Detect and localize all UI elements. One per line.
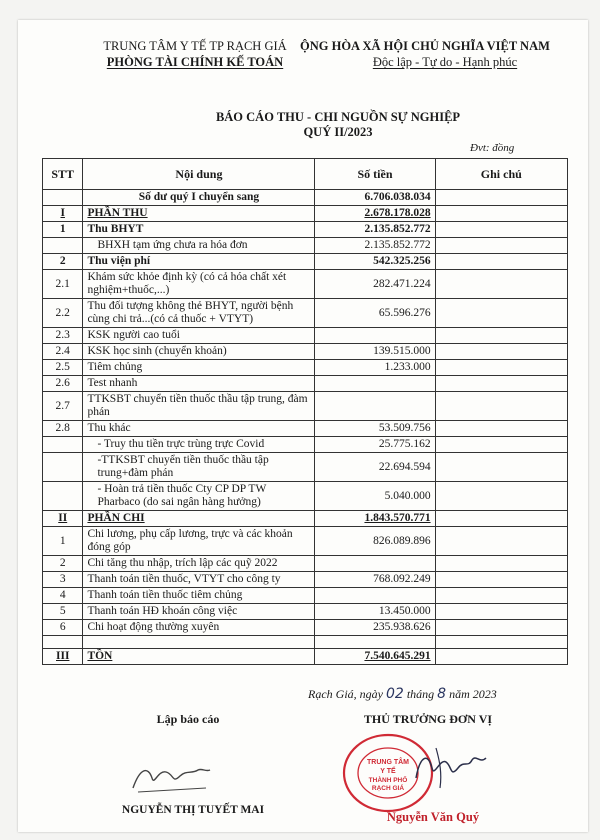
row-stt: 2.1: [43, 270, 83, 299]
svg-text:RẠCH GIÁ: RẠCH GIÁ: [371, 785, 405, 792]
table-row: [43, 572, 568, 588]
row-stt: 2.2: [43, 299, 83, 328]
table-row: [43, 620, 568, 636]
row-note: [435, 556, 567, 572]
preparer-name: NGUYỄN THỊ TUYẾT MAI: [121, 804, 265, 816]
row-stt: 1: [43, 222, 83, 238]
row-stt: 6: [43, 620, 83, 636]
table-row: [43, 437, 568, 453]
row-content: Thu khác: [83, 421, 315, 437]
preparer-signature: [128, 758, 218, 798]
row-content: Chi hoạt động thường xuyên: [83, 620, 315, 636]
currency-unit: Đvt: đồng: [470, 142, 515, 154]
table-row: [43, 588, 568, 604]
place-prefix: Rạch Giá, ngày: [308, 687, 383, 701]
national-header: [300, 38, 590, 70]
table-row: [43, 328, 568, 344]
row-stt: 2.3: [43, 328, 83, 344]
table-row: [43, 636, 568, 649]
row-note: [435, 636, 567, 649]
row-note: [435, 527, 567, 556]
row-content: -TTKSBT chuyển tiền thuốc thầu tập trung+đàm phán: [83, 453, 315, 482]
row-content: Chi tăng thu nhập, trích lập các quỹ 2022: [83, 556, 315, 572]
row-note: [435, 360, 567, 376]
row-stt: 2: [43, 556, 83, 572]
org-header: [90, 38, 300, 70]
row-content: - Truy thu tiền trực trùng trực Covid: [83, 437, 315, 453]
row-amount: 768.092.249: [315, 572, 435, 588]
table-row: [43, 392, 568, 421]
row-amount: [315, 376, 435, 392]
row-note: [435, 588, 567, 604]
row-content: Số dư quý I chuyển sang: [83, 190, 315, 206]
place-date: [308, 686, 497, 702]
header-note: Ghi chú: [435, 159, 567, 190]
table-row: [43, 482, 568, 511]
row-stt: I: [43, 206, 83, 222]
date-day: 02: [385, 686, 404, 702]
row-amount: 1.233.000: [315, 360, 435, 376]
row-amount: 65.596.276: [315, 299, 435, 328]
row-content: Thu đối tượng không thẻ BHYT, người bệnh cùng chi trả...(có cả thuốc + VTYT): [83, 299, 315, 328]
report-table: [42, 158, 568, 665]
preparer-title: Lập báo cáo: [156, 712, 220, 726]
row-amount: 139.515.000: [315, 344, 435, 360]
table-row: [43, 421, 568, 437]
row-content: Thanh toán HĐ khoán công việc: [83, 604, 315, 620]
row-amount: 2.135.852.772: [315, 238, 435, 254]
month-label: tháng: [406, 687, 435, 701]
row-content: Test nhanh: [83, 376, 315, 392]
national-motto: ỘNG HÒA XÃ HỘI CHỦ NGHĨA VIỆT NAM: [300, 39, 550, 53]
row-stt: 2.7: [43, 392, 83, 421]
table-row: [43, 206, 568, 222]
svg-text:Y TẾ: Y TẾ: [380, 768, 396, 775]
row-amount: 25.775.162: [315, 437, 435, 453]
table-row: [43, 344, 568, 360]
row-note: [435, 376, 567, 392]
table-row: [43, 190, 568, 206]
table-row: [43, 270, 568, 299]
row-amount: 5.040.000: [315, 482, 435, 511]
row-amount: 2.135.852.772: [315, 222, 435, 238]
row-content: - Hoàn trả tiền thuốc Cty CP DP TW Pharbaco (do sai ngân hàng hưởng): [83, 482, 315, 511]
row-stt: [43, 453, 83, 482]
director-name: Nguyễn Văn Quý: [386, 810, 480, 824]
row-content: Thanh toán tiền thuốc tiêm chủng: [83, 588, 315, 604]
row-note: [435, 328, 567, 344]
row-amount: 542.325.256: [315, 254, 435, 270]
row-content: Tiêm chủng: [83, 360, 315, 376]
row-content: TTKSBT chuyển tiền thuốc thầu tập trung, đàm phán: [83, 392, 315, 421]
table-row: [43, 527, 568, 556]
row-note: [435, 238, 567, 254]
national-slogan: Độc lập - Tự do - Hạnh phúc: [372, 55, 518, 69]
row-stt: [43, 482, 83, 511]
svg-text:TRUNG TÂM: TRUNG TÂM: [367, 759, 409, 766]
row-content: Thanh toán tiền thuốc, VTYT cho công ty: [83, 572, 315, 588]
row-note: [435, 392, 567, 421]
table-row: [43, 360, 568, 376]
row-note: [435, 190, 567, 206]
row-content: Thu viện phí: [83, 254, 315, 270]
row-content: Thu BHYT: [83, 222, 315, 238]
row-note: [435, 572, 567, 588]
row-note: [435, 222, 567, 238]
row-amount: 282.471.224: [315, 270, 435, 299]
director-title: THỦ TRƯỞNG ĐƠN VỊ: [363, 712, 493, 726]
row-stt: 2.8: [43, 421, 83, 437]
table-row: [43, 376, 568, 392]
date-month: 8: [437, 686, 447, 702]
row-content: PHẦN CHI: [83, 511, 315, 527]
row-note: [435, 437, 567, 453]
row-content: PHẦN THU: [83, 206, 315, 222]
table-row: [43, 254, 568, 270]
year-label: năm 2023: [449, 687, 497, 701]
table-row: [43, 649, 568, 665]
row-amount: [315, 636, 435, 649]
row-amount: [315, 556, 435, 572]
table-row: [43, 238, 568, 254]
header-content: Nội dung: [83, 159, 315, 190]
row-stt: 2: [43, 254, 83, 270]
table-row: [43, 604, 568, 620]
row-amount: 2.678.178.028: [315, 206, 435, 222]
row-stt: 2.4: [43, 344, 83, 360]
row-stt: 4: [43, 588, 83, 604]
row-note: [435, 206, 567, 222]
row-amount: 13.450.000: [315, 604, 435, 620]
document-page: [18, 20, 588, 832]
row-note: [435, 270, 567, 299]
header-amount: Số tiền: [315, 159, 435, 190]
row-amount: 22.694.594: [315, 453, 435, 482]
report-title-line1: BÁO CÁO THU - CHI NGUỒN SỰ NGHIỆP: [215, 110, 461, 124]
table-row: [43, 222, 568, 238]
row-content: BHXH tạm ứng chưa ra hóa đơn: [83, 238, 315, 254]
row-note: [435, 649, 567, 665]
report-title-line2: QUÝ II/2023: [303, 125, 373, 139]
table-row: [43, 453, 568, 482]
department-name: PHÒNG TÀI CHÍNH KẾ TOÁN: [106, 55, 284, 69]
row-amount: 826.089.896: [315, 527, 435, 556]
row-stt: 2.6: [43, 376, 83, 392]
row-amount: 53.509.756: [315, 421, 435, 437]
row-note: [435, 453, 567, 482]
row-content: [83, 636, 315, 649]
row-stt: 5: [43, 604, 83, 620]
director-signature: [406, 738, 496, 798]
table-body: [43, 190, 568, 665]
row-note: [435, 620, 567, 636]
header-stt: STT: [43, 159, 83, 190]
table-row: [43, 299, 568, 328]
row-stt: II: [43, 511, 83, 527]
row-stt: [43, 636, 83, 649]
row-note: [435, 604, 567, 620]
row-note: [435, 511, 567, 527]
row-amount: 7.540.645.291: [315, 649, 435, 665]
row-amount: [315, 328, 435, 344]
row-stt: III: [43, 649, 83, 665]
org-name: TRUNG TÂM Y TẾ TP RẠCH GIÁ: [103, 39, 287, 53]
report-title: [168, 110, 508, 140]
row-stt: [43, 238, 83, 254]
row-content: KSK học sinh (chuyển khoản): [83, 344, 315, 360]
row-stt: [43, 190, 83, 206]
row-content: TỒN: [83, 649, 315, 665]
table-row: [43, 556, 568, 572]
row-note: [435, 421, 567, 437]
row-amount: 6.706.038.034: [315, 190, 435, 206]
svg-text:THÀNH PHỐ: THÀNH PHỐ: [368, 777, 408, 784]
row-note: [435, 482, 567, 511]
table-header-row: [43, 159, 568, 190]
row-amount: 235.938.626: [315, 620, 435, 636]
row-note: [435, 344, 567, 360]
row-stt: [43, 437, 83, 453]
row-note: [435, 299, 567, 328]
row-stt: 2.5: [43, 360, 83, 376]
table-row: [43, 511, 568, 527]
row-amount: [315, 392, 435, 421]
row-note: [435, 254, 567, 270]
row-stt: 1: [43, 527, 83, 556]
row-stt: 3: [43, 572, 83, 588]
row-amount: 1.843.570.771: [315, 511, 435, 527]
row-amount: [315, 588, 435, 604]
row-content: Khám sức khỏe định kỳ (có cả hóa chất xét nghiệm+thuốc,...): [83, 270, 315, 299]
row-content: Chi lương, phụ cấp lương, trực và các khoản đóng góp: [83, 527, 315, 556]
row-content: KSK người cao tuổi: [83, 328, 315, 344]
